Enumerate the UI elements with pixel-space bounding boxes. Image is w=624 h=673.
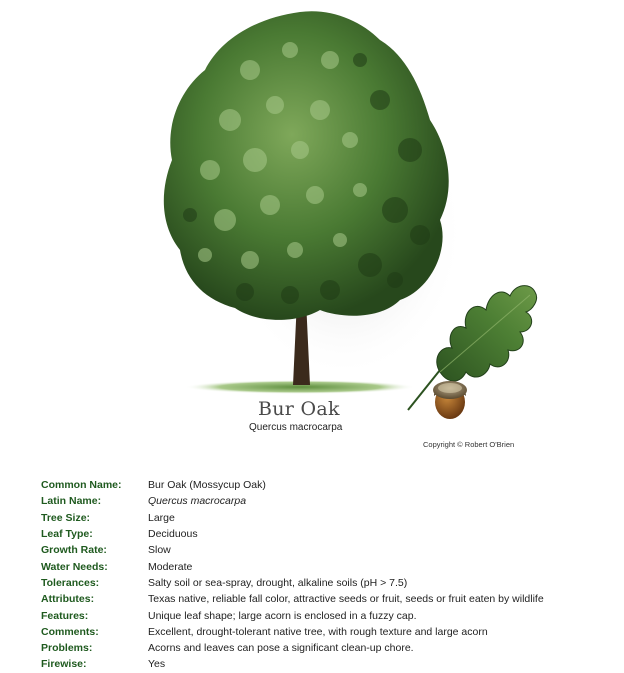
fact-row-tolerances: [41, 575, 611, 591]
fact-label: Latin Name:: [41, 495, 102, 508]
fact-row-problems: [41, 640, 611, 656]
tree-latin-name: Quercus macrocarpa: [249, 422, 343, 433]
fact-row-leaf-type: [41, 526, 611, 542]
fact-row-water-needs: [41, 558, 611, 574]
acorn-illustration: [433, 381, 467, 419]
fact-value: Quercus macrocarpa: [148, 495, 247, 508]
fact-label: Tolerances:: [41, 576, 100, 589]
fact-value: Excellent, drought-tolerant native tree, with rough texture and large acorn: [148, 625, 488, 638]
fact-value: Acorns and leaves can pose a significant clean-up chore.: [148, 642, 414, 655]
fact-row-common-name: [41, 477, 611, 493]
fact-row-latin-name: [41, 493, 611, 509]
fact-value: Salty soil or sea-spray, drought, alkaline soils (pH > 7.5): [148, 576, 408, 589]
fact-label: Features:: [41, 609, 89, 622]
fact-row-firewise: [41, 656, 611, 672]
fact-label: Water Needs:: [41, 560, 108, 573]
tree-canopy: [164, 11, 449, 320]
fact-row-tree-size: [41, 510, 611, 526]
fact-row-features: [41, 607, 611, 623]
fact-value: Slow: [148, 544, 171, 557]
fact-label: Firewise:: [41, 658, 87, 671]
fact-row-attributes: [41, 591, 611, 607]
copyright-notice: Copyright © Robert O'Brien: [423, 440, 515, 449]
fact-label: Tree Size:: [41, 511, 91, 524]
fact-value: Yes: [148, 658, 166, 671]
tree-title: Bur Oak: [258, 398, 340, 420]
fact-label: Growth Rate:: [41, 544, 107, 557]
fact-value: Large: [148, 511, 175, 524]
fact-value: Bur Oak (Mossycup Oak): [148, 479, 266, 492]
fact-value: Unique leaf shape; large acorn is enclosed in a fuzzy cap.: [148, 609, 417, 622]
fact-row-growth-rate: [41, 542, 611, 558]
fact-label: Leaf Type:: [41, 528, 93, 541]
fact-label: Comments:: [41, 625, 99, 638]
fact-value: Moderate: [148, 560, 193, 573]
fact-row-comments: [41, 624, 611, 640]
tree-facts-table: [41, 477, 611, 673]
fact-value: Texas native, reliable fall color, attractive seeds or fruit, seeds or fruit eaten by wildlife: [148, 593, 544, 606]
fact-label: Common Name:: [41, 479, 122, 492]
fact-value: Deciduous: [148, 528, 198, 541]
fact-label: Attributes:: [41, 593, 95, 606]
fact-label: Problems:: [41, 642, 93, 655]
